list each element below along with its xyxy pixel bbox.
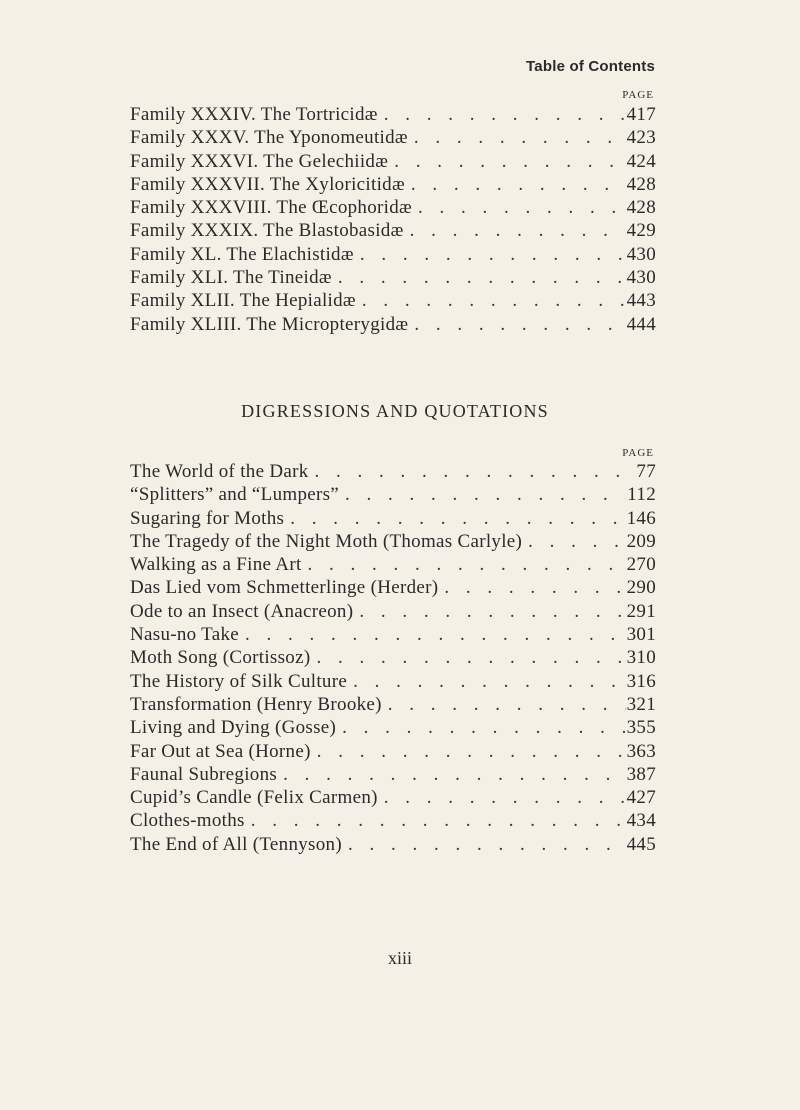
entry-title: Cupid’s Candle (Felix Carmen): [130, 787, 378, 809]
leader-dots: [354, 243, 626, 266]
leader-dots: [332, 266, 626, 289]
entry-title: The Tragedy of the Night Moth (Thomas Carlyle): [130, 530, 523, 552]
entry-page-number: 444: [626, 313, 656, 335]
entry-title: Das Lied vom Schmetterlinge (Herder): [130, 577, 439, 599]
entry-page-number: 321: [626, 693, 656, 715]
toc-entry[interactable]: [130, 600, 656, 623]
family-contents-list: [130, 103, 656, 336]
leader-dots: [378, 786, 626, 809]
leader-dots: [408, 313, 626, 336]
entry-title: Clothes-moths: [130, 810, 245, 832]
entry-title: The End of All (Tennyson): [130, 833, 342, 855]
toc-entry[interactable]: [130, 196, 656, 219]
leader-dots: [310, 646, 626, 669]
toc-entry[interactable]: [130, 266, 656, 289]
toc-entry[interactable]: [130, 173, 656, 196]
entry-title: The World of the Dark: [130, 461, 309, 482]
entry-title: Family XLII. The Hepialidæ: [130, 290, 356, 312]
toc-entry[interactable]: [130, 219, 656, 242]
leader-dots: [347, 670, 626, 693]
toc-entry[interactable]: [130, 623, 656, 646]
entry-page-number: 424: [626, 150, 656, 172]
entry-title: Family XXXVIII. The Œcophoridæ: [130, 197, 413, 219]
entry-page-number: 430: [626, 243, 656, 265]
entry-title: Family XXXV. The Yponomeutidæ: [130, 127, 408, 149]
entry-page-number: 423: [626, 127, 656, 149]
leader-dots: [277, 763, 626, 786]
entry-title: Family XXXVI. The Gelechiidæ: [130, 150, 389, 172]
toc-entry[interactable]: [130, 150, 656, 173]
toc-entry[interactable]: [130, 740, 656, 763]
entry-page-number: 363: [626, 740, 656, 762]
leader-dots: [404, 219, 626, 242]
entry-page-number: 77: [636, 461, 656, 482]
toc-entry[interactable]: [130, 460, 656, 483]
entry-page-number: 445: [626, 833, 656, 855]
leader-dots: [438, 576, 626, 599]
toc-entry[interactable]: [130, 553, 656, 576]
entry-title: Family XLIII. The Micropterygidæ: [130, 313, 409, 335]
entry-title: Ode to an Insect (Anacreon): [130, 600, 354, 622]
toc-entry[interactable]: [130, 763, 656, 786]
toc-entry[interactable]: [130, 716, 656, 739]
entry-title: Transformation (Henry Brooke): [130, 693, 382, 715]
leader-dots: [405, 173, 626, 196]
running-head: Table of Contents: [526, 58, 655, 75]
entry-title: Family XXXIV. The Tortricidæ: [130, 104, 378, 125]
leader-dots: [339, 483, 626, 506]
entry-title: Sugaring for Moths: [130, 507, 285, 529]
leader-dots: [522, 530, 626, 553]
leader-dots: [336, 716, 626, 739]
leader-dots: [302, 553, 626, 576]
leader-dots: [239, 623, 626, 646]
entry-title: Living and Dying (Gosse): [130, 717, 337, 739]
entry-title: Family XXXIX. The Blastobasidæ: [130, 220, 404, 242]
page-column-label: PAGE: [622, 447, 654, 459]
toc-entry[interactable]: [130, 103, 656, 126]
page-column-label: PAGE: [622, 89, 654, 101]
entry-page-number: 291: [626, 600, 656, 622]
digressions-contents-list: [130, 460, 656, 856]
toc-entry[interactable]: [130, 809, 656, 832]
leader-dots: [356, 289, 626, 312]
toc-entry[interactable]: [130, 126, 656, 149]
leader-dots: [412, 196, 626, 219]
toc-entry[interactable]: [130, 833, 656, 856]
entry-title: “Splitters” and “Lumpers”: [130, 484, 340, 506]
toc-entry[interactable]: [130, 646, 656, 669]
entry-page-number: 428: [626, 197, 656, 219]
toc-entry[interactable]: [130, 530, 656, 553]
toc-entry[interactable]: [130, 289, 656, 312]
entry-title: Nasu-no Take: [130, 624, 240, 646]
entry-page-number: 427: [626, 787, 656, 809]
toc-entry[interactable]: [130, 313, 656, 336]
entry-page-number: 146: [626, 507, 656, 529]
leader-dots: [311, 740, 626, 763]
leader-dots: [378, 103, 626, 126]
toc-entry[interactable]: [130, 576, 656, 599]
toc-entry[interactable]: [130, 243, 656, 266]
entry-page-number: 430: [626, 267, 656, 289]
leader-dots: [245, 809, 626, 832]
leader-dots: [382, 693, 626, 716]
leader-dots: [408, 126, 626, 149]
entry-page-number: 355: [626, 717, 656, 739]
leader-dots: [309, 460, 626, 483]
entry-title: Family XXXVII. The Xyloricitidæ: [130, 173, 405, 195]
leader-dots: [353, 600, 626, 623]
entry-page-number: 443: [626, 290, 656, 312]
entry-page-number: 434: [626, 810, 656, 832]
entry-page-number: 429: [626, 220, 656, 242]
entry-title: The History of Silk Culture: [130, 670, 348, 692]
entry-page-number: 301: [626, 624, 656, 646]
page-folio: xiii: [387, 948, 412, 968]
entry-page-number: 290: [626, 577, 656, 599]
toc-entry[interactable]: [130, 507, 656, 530]
toc-entry[interactable]: [130, 786, 656, 809]
entry-page-number: 209: [626, 530, 656, 552]
entry-title: Family XLI. The Tineidæ: [130, 267, 332, 289]
entry-title: Faunal Subregions: [130, 763, 278, 785]
entry-page-number: 428: [626, 173, 656, 195]
entry-page-number: 310: [626, 647, 656, 669]
toc-entry[interactable]: [130, 483, 656, 506]
entry-title: Walking as a Fine Art: [130, 554, 302, 576]
section-heading: DIGRESSIONS AND QUOTATIONS: [241, 401, 549, 421]
leader-dots: [388, 150, 626, 173]
entry-page-number: 112: [627, 484, 656, 506]
entry-page-number: 417: [626, 104, 656, 125]
toc-entry[interactable]: [130, 670, 656, 693]
entry-page-number: 270: [626, 554, 656, 576]
entry-title: Moth Song (Cortissoz): [130, 647, 311, 669]
entry-title: Family XL. The Elachistidæ: [130, 243, 354, 265]
entry-page-number: 387: [626, 763, 656, 785]
leader-dots: [284, 507, 626, 530]
toc-entry[interactable]: [130, 693, 656, 716]
leader-dots: [342, 833, 626, 856]
entry-page-number: 316: [626, 670, 656, 692]
entry-title: Far Out at Sea (Horne): [130, 740, 311, 762]
